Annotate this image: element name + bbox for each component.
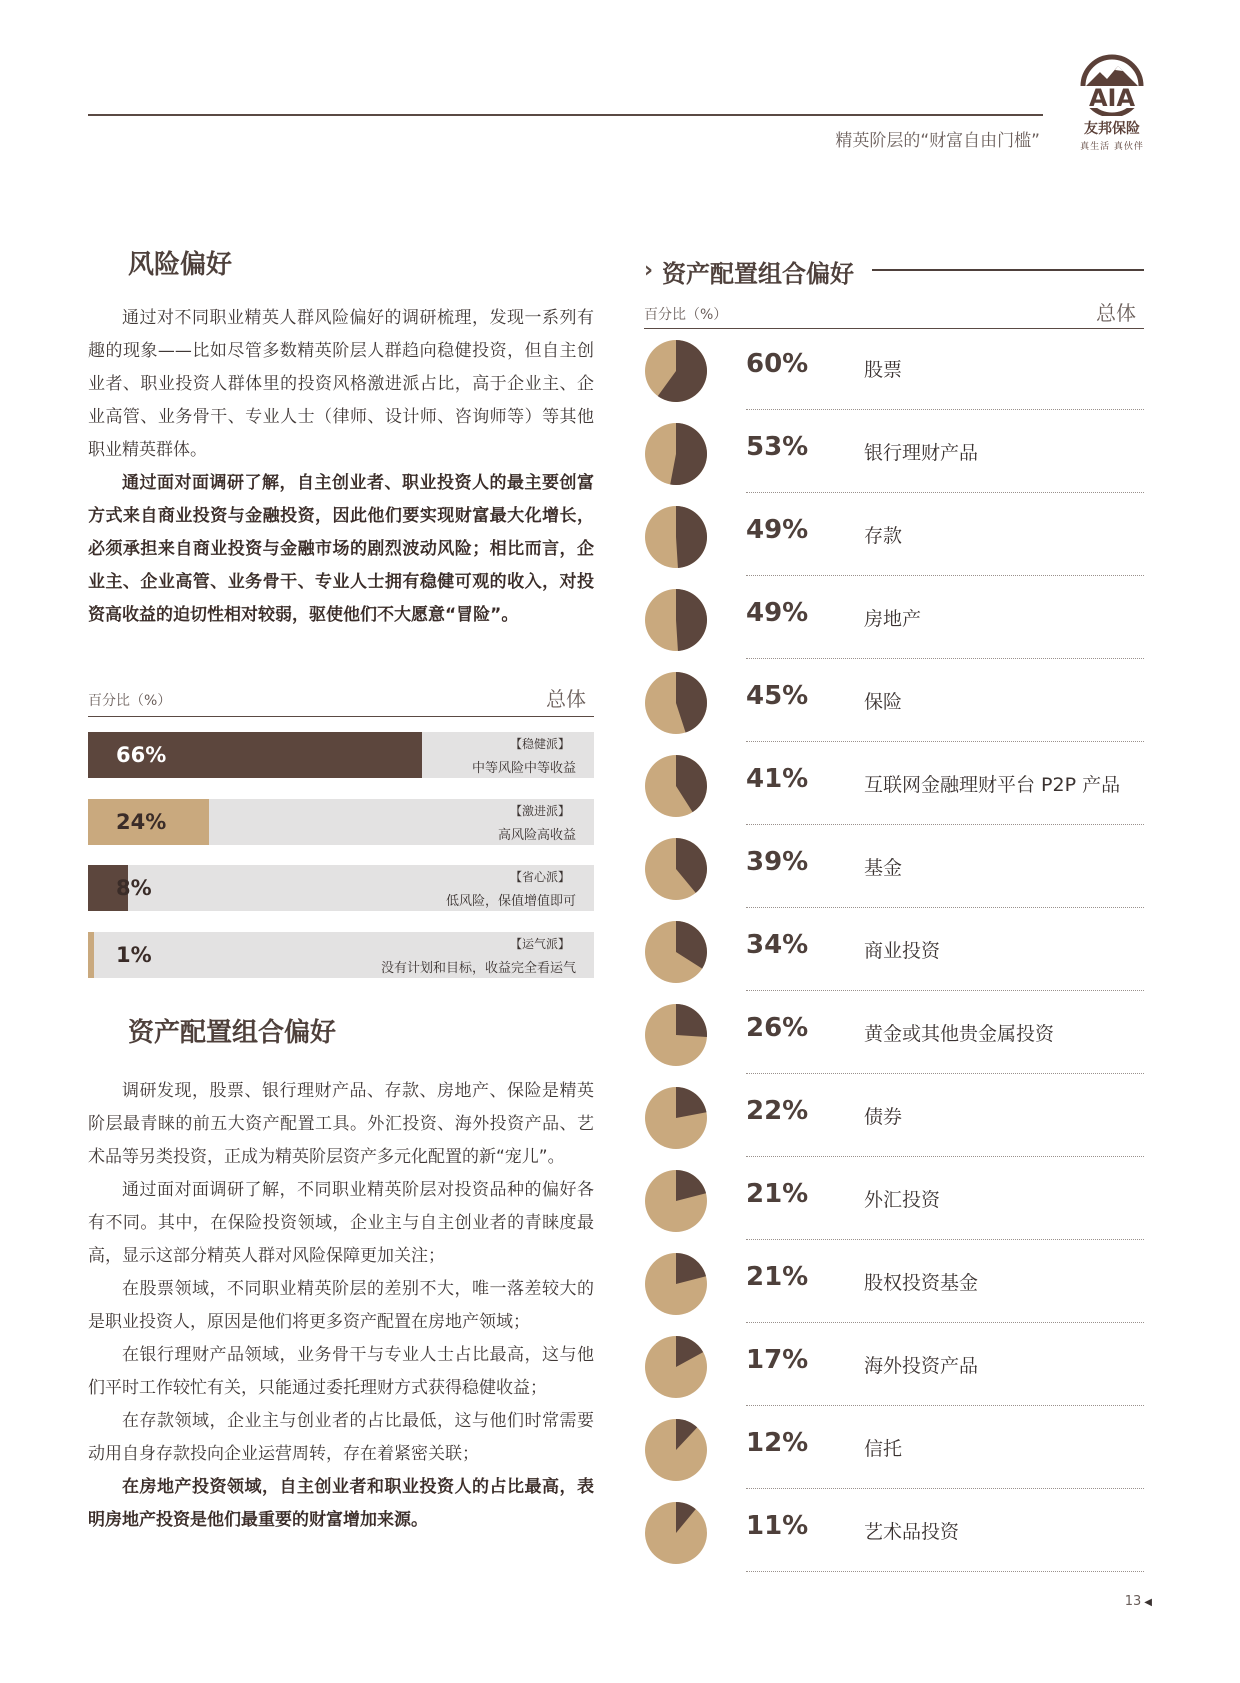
asset-paragraph-2: 通过面对面调研了解，不同职业精英阶层对投资品种的偏好各有不同。其中，在保险投资领域，企业主与自主创业者的青睐度最高，显示这部分精英人群对风险保障更加关注； — [88, 1180, 594, 1266]
risk-chart-total-label: 总体 — [546, 687, 586, 711]
asset-pie-row — [644, 333, 1144, 416]
risk-chart-unit: 百分比（%） — [88, 693, 172, 709]
asset-pie-row — [644, 1246, 1144, 1329]
risk-bar-aggressive — [88, 799, 594, 845]
pie-category-label: 互联网金融理财平台 P2P 产品 — [864, 774, 1121, 796]
asset-section-title: 资产配置组合偏好 — [128, 1018, 337, 1048]
asset-pie-row — [644, 914, 1144, 997]
dotted-divider — [746, 990, 1144, 991]
asset-paragraph-6: 在房地产投资领域，自主创业者和职业投资人的占比最高，表明房地产投资是他们最重要的财富增加来源。 — [88, 1477, 594, 1530]
asset-paragraph-5: 在存款领域，企业主与创业者的占比最低，这与他们时常需要动用自身存款投向企业运营周转，存在着紧密关联； — [88, 1411, 594, 1464]
pie-value-label: 49% — [746, 598, 809, 628]
brand-slogan: 真生活 真伙伴 — [1080, 142, 1144, 152]
asset-panel-unit: 百分比（%） — [644, 307, 728, 323]
pie-chart-icon — [644, 422, 708, 486]
risk-bar-steady — [88, 732, 594, 778]
asset-panel-title — [644, 254, 1144, 290]
triangle-left-icon: ◀ — [1144, 1597, 1152, 1608]
pie-chart-icon — [644, 1418, 708, 1482]
dotted-divider — [746, 824, 1144, 825]
asset-pie-row — [644, 499, 1144, 582]
pie-category-label: 外汇投资 — [864, 1189, 941, 1211]
pie-category-label: 存款 — [864, 525, 903, 547]
dotted-divider — [746, 658, 1144, 659]
pie-category-label: 信托 — [864, 1438, 903, 1460]
pie-chart-icon — [644, 671, 708, 735]
pie-value-label: 39% — [746, 847, 809, 877]
pie-value-slice — [676, 589, 707, 651]
asset-pie-row — [644, 1163, 1144, 1246]
pie-chart-icon — [644, 1086, 708, 1150]
asset-pie-row — [644, 1080, 1144, 1163]
pie-chart-icon — [644, 754, 708, 818]
asset-panel-header — [644, 296, 1144, 329]
risk-chart-header — [88, 686, 594, 717]
pie-value-label: 11% — [746, 1511, 809, 1541]
pie-value-label: 21% — [746, 1262, 809, 1292]
dotted-divider — [746, 1073, 1144, 1074]
asset-panel-title-text: 资产配置组合偏好 — [662, 260, 854, 288]
risk-paragraph-1: 通过对不同职业精英人群风险偏好的调研梳理，发现一系列有趣的现象——比如尽管多数精英阶层人群趋向稳健投资，但自主创业者、职业投资人群体里的投资风格激进派占比，高于企业主、企业高管、业务骨干、专业人士（律师、设计师、咨询师等）等其他职业精英群体。 — [88, 308, 594, 460]
pie-chart-icon — [644, 1252, 708, 1316]
pie-chart-icon — [644, 1003, 708, 1067]
risk-bar-type: 【稳健派】 — [509, 737, 570, 751]
pie-chart-icon — [644, 339, 708, 403]
dotted-divider — [746, 1488, 1144, 1489]
pie-chart-icon — [644, 1335, 708, 1399]
risk-bar-type: 【省心派】 — [509, 870, 570, 884]
pie-category-label: 房地产 — [864, 608, 922, 630]
chevron-right-icon: › — [644, 258, 654, 283]
logo-letters: AIA — [1088, 84, 1136, 112]
pie-value-slice — [676, 506, 707, 568]
asset-paragraph-3: 在股票领域，不同职业精英阶层的差别不大，唯一落差较大的是职业投资人，原因是他们将更多资产配置在房地产领域； — [88, 1279, 594, 1332]
asset-panel-title-rule — [872, 269, 1144, 271]
asset-pie-row — [644, 416, 1144, 499]
pie-category-label: 基金 — [864, 857, 903, 879]
risk-bar-value: 66% — [116, 743, 167, 767]
page-number — [1125, 1594, 1152, 1609]
asset-pie-row — [644, 582, 1144, 665]
dotted-divider — [746, 1571, 1144, 1572]
dotted-divider — [746, 575, 1144, 576]
pie-value-label: 21% — [746, 1179, 809, 1209]
dotted-divider — [746, 409, 1144, 410]
pie-chart-icon — [644, 1169, 708, 1233]
header-rule — [88, 114, 1043, 116]
pie-value-label: 60% — [746, 349, 809, 379]
asset-section-text — [88, 1075, 594, 1537]
asset-pie-row — [644, 997, 1144, 1080]
risk-bar-type: 【运气派】 — [509, 937, 570, 951]
asset-pie-row — [644, 1495, 1144, 1578]
dotted-divider — [746, 1405, 1144, 1406]
pie-category-label: 艺术品投资 — [864, 1521, 960, 1543]
asset-paragraph-1: 调研发现，股票、银行理财产品、存款、房地产、保险是精英阶层最青睐的前五大资产配置工具。外汇投资、海外投资产品、艺术品等另类投资，正成为精英阶层资产多元化配置的新“宠儿”。 — [88, 1081, 594, 1167]
pie-value-label: 49% — [746, 515, 809, 545]
pie-chart-icon — [644, 588, 708, 652]
pie-value-label: 34% — [746, 930, 809, 960]
asset-pie-row — [644, 1329, 1144, 1412]
risk-bar-description: 中等风险中等收益 — [471, 761, 576, 776]
pie-value-label: 41% — [746, 764, 809, 794]
pie-chart-icon — [644, 837, 708, 901]
pie-value-label: 53% — [746, 432, 809, 462]
risk-section-text — [88, 302, 594, 632]
risk-bar-description: 高风险高收益 — [497, 828, 576, 843]
pie-value-label: 45% — [746, 681, 809, 711]
pie-chart-icon — [644, 920, 708, 984]
asset-pie-row — [644, 1412, 1144, 1495]
pie-value-label: 12% — [746, 1428, 809, 1458]
pie-category-label: 保险 — [864, 691, 903, 713]
pie-chart-icon — [644, 1501, 708, 1565]
page-number-text: 13 — [1124, 1594, 1142, 1609]
risk-paragraph-2: 通过面对面调研了解，自主创业者、职业投资人的最主要创富方式来自商业投资与金融投资，因此他们要实现财富最大化增长，必须承担来自商业投资与金融市场的剧烈波动风险；相比而言，企业主、企业高管、业务骨干、专业人士拥有稳健可观的收入，对投资高收益的迫切性相对较弱，驱使他们不大愿意“冒险”。 — [88, 473, 594, 625]
risk-bar-worry-free — [88, 865, 594, 911]
dotted-divider — [746, 741, 1144, 742]
pie-value-label: 22% — [746, 1096, 809, 1126]
dotted-divider — [746, 492, 1144, 493]
risk-bar-value: 8% — [116, 876, 152, 900]
aia-logo-mark — [1074, 52, 1150, 116]
asset-pie-row — [644, 665, 1144, 748]
pie-category-label: 黄金或其他贵金属投资 — [864, 1023, 1055, 1045]
dotted-divider — [746, 907, 1144, 908]
risk-bar-description: 没有计划和目标，收益完全看运气 — [380, 961, 576, 976]
dotted-divider — [746, 1156, 1144, 1157]
risk-bar-luck — [88, 932, 594, 978]
brand-name: 友邦保险 — [1084, 121, 1140, 137]
pie-category-label: 商业投资 — [864, 940, 941, 962]
running-header-title: 精英阶层的“财富自由门槛” — [835, 131, 1040, 151]
pie-category-label: 债券 — [864, 1106, 903, 1128]
aia-logo — [1068, 52, 1156, 152]
asset-pie-row — [644, 831, 1144, 914]
pie-value-slice — [676, 1004, 707, 1037]
risk-bar-value: 1% — [116, 943, 152, 967]
risk-bar-type: 【激进派】 — [509, 804, 570, 818]
dotted-divider — [746, 1322, 1144, 1323]
asset-panel-total-label: 总体 — [1096, 301, 1136, 325]
pie-category-label: 股权投资基金 — [864, 1272, 979, 1294]
risk-bar-value: 24% — [116, 810, 167, 834]
pie-category-label: 银行理财产品 — [864, 442, 979, 464]
pie-value-label: 17% — [746, 1345, 809, 1375]
pie-category-label: 股票 — [864, 359, 903, 381]
risk-bar-fill — [88, 932, 94, 978]
dotted-divider — [746, 1239, 1144, 1240]
asset-pie-row — [644, 748, 1144, 831]
risk-bar-description: 低风险，保值增值即可 — [445, 894, 576, 909]
asset-paragraph-4: 在银行理财产品领域，业务骨干与专业人士占比最高，这与他们平时工作较忙有关，只能通过委托理财方式获得稳健收益； — [88, 1345, 594, 1398]
pie-category-label: 海外投资产品 — [864, 1355, 979, 1377]
pie-chart-icon — [644, 505, 708, 569]
pie-value-label: 26% — [746, 1013, 809, 1043]
risk-section-title: 风险偏好 — [128, 250, 233, 280]
